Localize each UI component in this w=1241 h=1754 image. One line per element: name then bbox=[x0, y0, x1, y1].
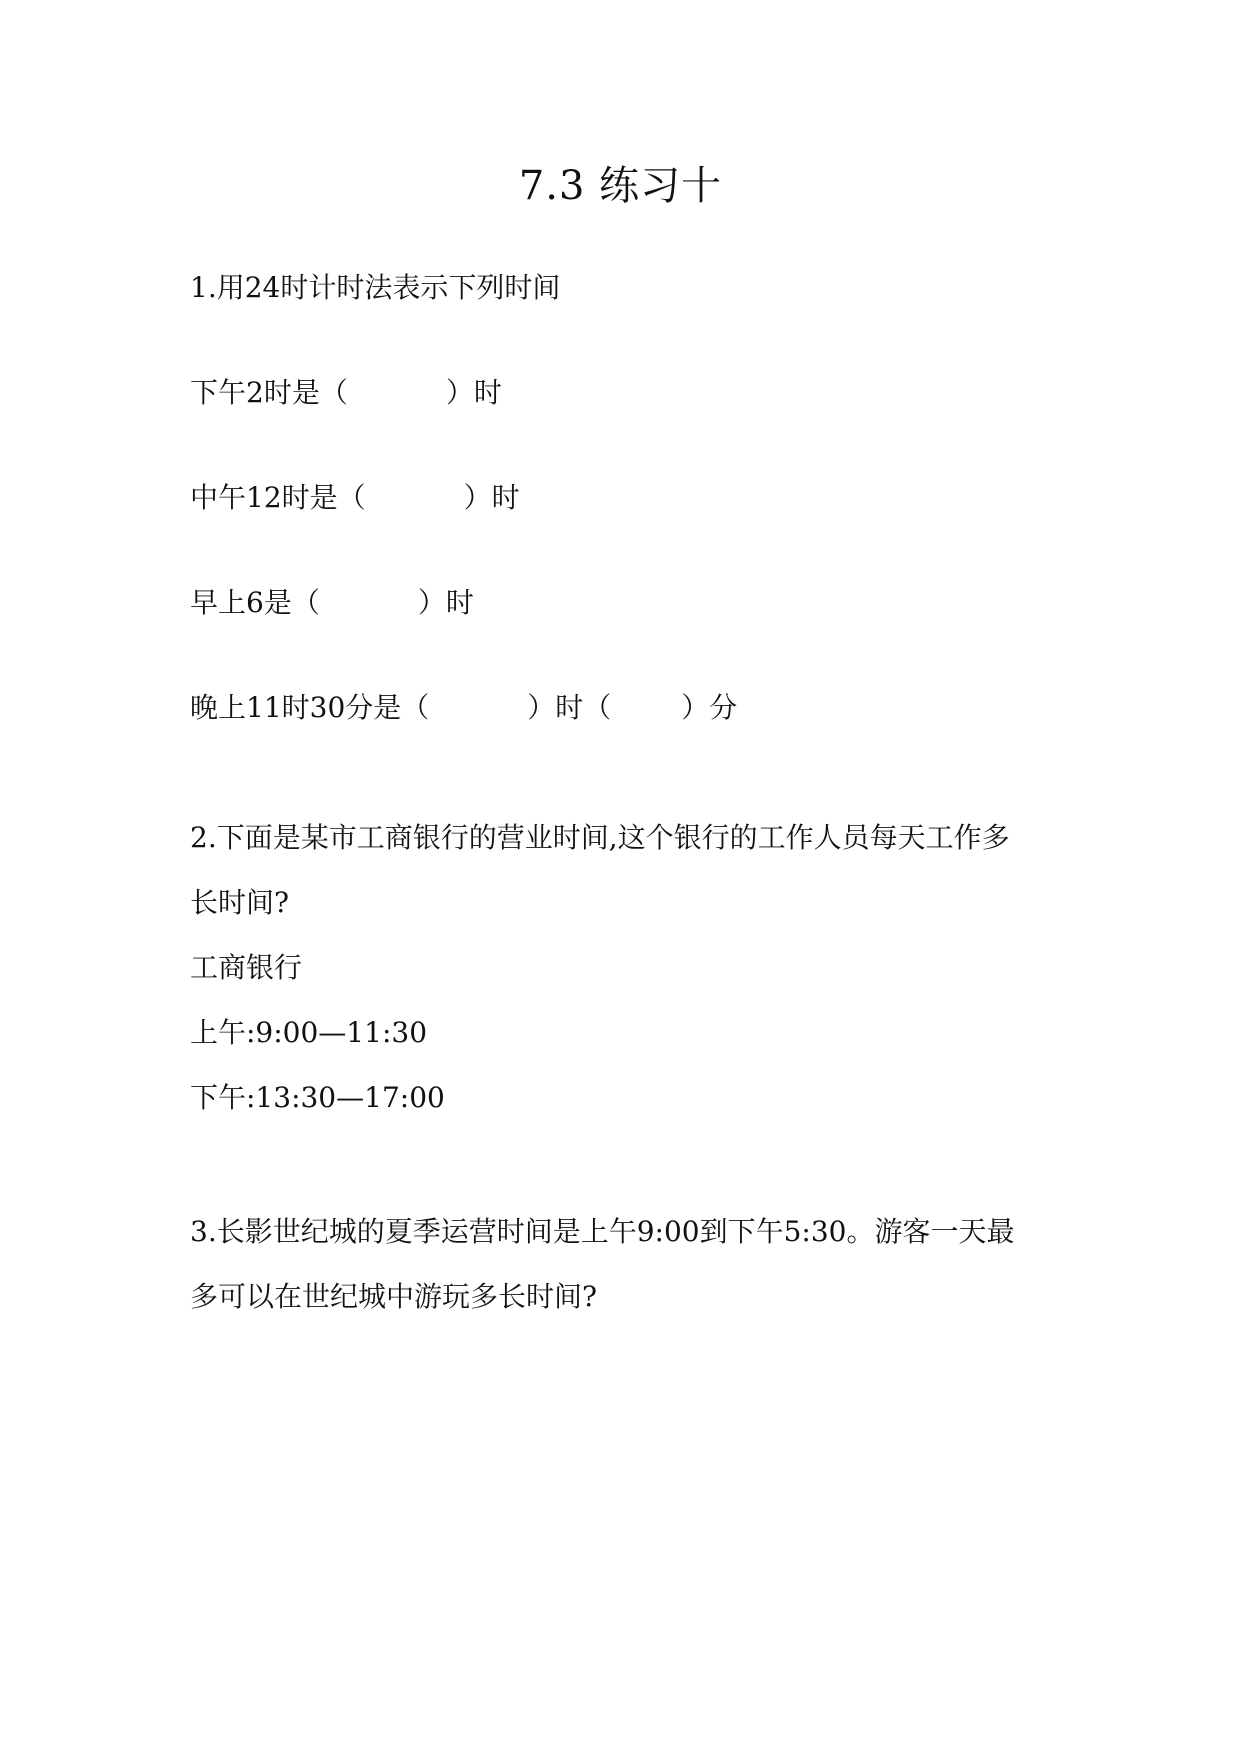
question-1-stem: 1.用24时计时法表示下列时间 bbox=[190, 271, 561, 304]
question-1-item-3 bbox=[190, 583, 474, 623]
question-1-item-1 bbox=[190, 373, 502, 413]
bank-hours-afternoon: 下午:13:30—17:00 bbox=[190, 1081, 445, 1114]
item-suffix: ）时 bbox=[445, 376, 502, 409]
question-3-stem-line-2: 多可以在世纪城中游玩多长时间? bbox=[190, 1280, 598, 1313]
item-prefix: 中午12时是（ bbox=[190, 481, 366, 514]
question-3-stem-line-1: 3.长影世纪城的夏季运营时间是上午9:00到下午5:30。游客一天最 bbox=[190, 1215, 1015, 1248]
bank-hours-morning: 上午:9:00—11:30 bbox=[190, 1016, 428, 1049]
item-suffix: ）时 bbox=[417, 586, 474, 619]
question-2-stem-line-2: 长时间? bbox=[190, 886, 290, 919]
item-suffix: ）时 bbox=[463, 481, 520, 514]
question-1-item-4 bbox=[190, 688, 737, 728]
item-prefix: 晚上11时30分是（ bbox=[190, 691, 430, 724]
item-prefix: 早上6是（ bbox=[190, 586, 320, 619]
item-suffix: ）分 bbox=[681, 691, 738, 724]
item-middle: ）时（ bbox=[527, 691, 612, 724]
question-1-item-2 bbox=[190, 478, 520, 518]
item-prefix: 下午2时是（ bbox=[190, 376, 348, 409]
bank-name: 工商银行 bbox=[190, 951, 303, 984]
question-2-stem-line-1: 2.下面是某市工商银行的营业时间,这个银行的工作人员每天工作多 bbox=[190, 821, 1010, 854]
page-title: 7.3 练习十 bbox=[518, 163, 723, 209]
